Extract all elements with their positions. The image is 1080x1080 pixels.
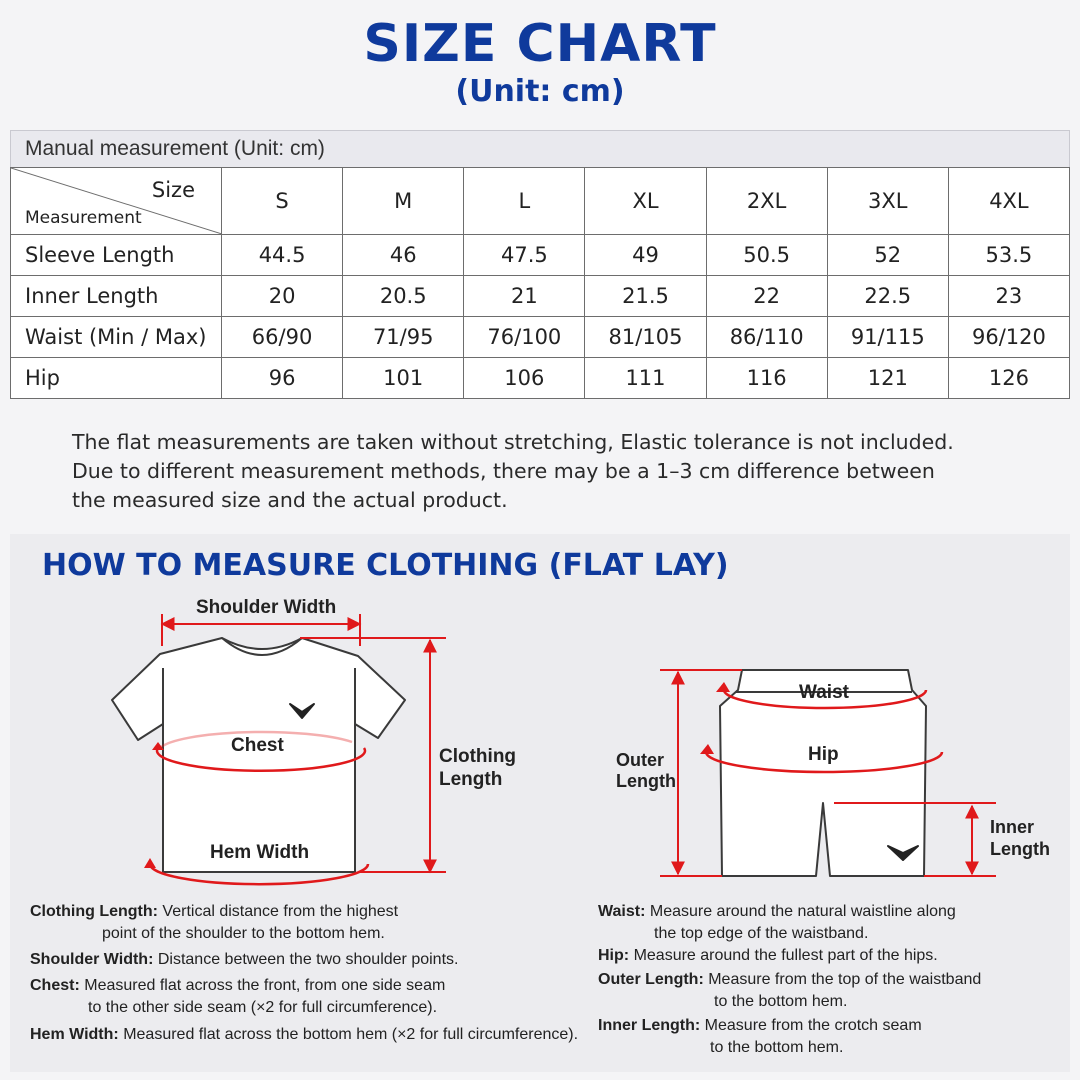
table-cell: 121 xyxy=(827,358,948,399)
definition-waist xyxy=(598,901,956,945)
corner-size-label: Size xyxy=(151,178,195,202)
table-cell: 71/95 xyxy=(343,317,464,358)
table-cell: 76/100 xyxy=(464,317,585,358)
hem-width-label: Hem Width xyxy=(210,842,310,863)
definition-text: to the bottom hem. xyxy=(710,1039,844,1056)
definition-term: Chest: xyxy=(30,977,80,994)
definition-chest xyxy=(30,975,445,1019)
definition-term: Hip: xyxy=(598,947,630,964)
table-cell: 52 xyxy=(827,235,948,276)
definition-text: Measure around the natural waistline along xyxy=(649,903,956,920)
shoulder-width-label: Shoulder Width xyxy=(196,597,337,618)
table-cell: 111 xyxy=(585,358,706,399)
row-label: Hip xyxy=(11,358,222,399)
size-header: 2XL xyxy=(706,168,827,235)
page-subtitle: (Unit: cm) xyxy=(455,74,625,109)
definition-clothing-length xyxy=(30,901,398,945)
waist-label: Waist xyxy=(799,682,849,703)
table-cell: 50.5 xyxy=(706,235,827,276)
size-header: XL xyxy=(585,168,706,235)
definition-term: Hem Width: xyxy=(30,1026,119,1043)
table-cell: 46 xyxy=(343,235,464,276)
definition-term: Inner Length: xyxy=(598,1017,701,1034)
row-label: Inner Length xyxy=(11,276,222,317)
table-cell: 22.5 xyxy=(827,276,948,317)
definition-text: Measured flat across the front, from one side seam xyxy=(84,977,446,994)
outer-length-label-line1: Outer xyxy=(616,750,665,770)
definition-term: Clothing Length: xyxy=(30,903,158,920)
table-cell: 21 xyxy=(464,276,585,317)
table-cell: 49 xyxy=(585,235,706,276)
definition-inner-length xyxy=(598,1015,922,1059)
definition-hem-width xyxy=(30,1024,578,1046)
size-header: 3XL xyxy=(827,168,948,235)
table-cell: 53.5 xyxy=(948,235,1069,276)
table-cell: 66/90 xyxy=(222,317,343,358)
table-cell: 20 xyxy=(222,276,343,317)
table-cell: 81/105 xyxy=(585,317,706,358)
definition-text: Measure from the top of the waistband xyxy=(708,971,982,988)
inner-length-label-line2: Length xyxy=(990,839,1050,859)
table-cell: 20.5 xyxy=(343,276,464,317)
table-cell: 101 xyxy=(343,358,464,399)
size-header: 4XL xyxy=(948,168,1069,235)
table-cell: 86/110 xyxy=(706,317,827,358)
table-cell: 21.5 xyxy=(585,276,706,317)
definition-text: point of the shoulder to the bottom hem. xyxy=(102,925,385,942)
table-cell: 91/115 xyxy=(827,317,948,358)
definition-term: Outer Length: xyxy=(598,971,704,988)
definition-text: Measure around the fullest part of the hips. xyxy=(633,947,938,964)
size-header: L xyxy=(464,168,585,235)
table-cell: 22 xyxy=(706,276,827,317)
outer-length-label-line2: Length xyxy=(616,771,676,791)
clothing-length-label-line2: Length xyxy=(439,769,503,790)
page-title: SIZE CHART xyxy=(363,14,717,74)
note-line: The flat measurements are taken without stretching, Elastic tolerance is not included. xyxy=(72,430,954,454)
inner-length-label-line1: Inner xyxy=(990,817,1035,837)
note-line: the measured size and the actual product. xyxy=(72,488,508,512)
definition-text: to the bottom hem. xyxy=(714,993,848,1010)
definition-text: Measured flat across the bottom hem (×2 for full circumference). xyxy=(123,1026,579,1043)
definition-term: Shoulder Width: xyxy=(30,951,154,968)
size-header: M xyxy=(343,168,464,235)
chest-label: Chest xyxy=(231,735,284,756)
definition-text: Vertical distance from the highest xyxy=(162,903,399,920)
definition-text: Measure from the crotch seam xyxy=(704,1017,922,1034)
table-cell: 23 xyxy=(948,276,1069,317)
table-cell: 96/120 xyxy=(948,317,1069,358)
table-cell: 47.5 xyxy=(464,235,585,276)
how-to-measure-title: HOW TO MEASURE CLOTHING (FLAT LAY) xyxy=(42,548,729,583)
definition-outer-length xyxy=(598,969,981,1013)
definition-text: to the other side seam (×2 for full circumference). xyxy=(88,999,438,1016)
clothing-length-label-line1: Clothing xyxy=(439,746,517,767)
table-cell: 106 xyxy=(464,358,585,399)
table-caption: Manual measurement (Unit: cm) xyxy=(10,130,1070,167)
table-cell: 96 xyxy=(222,358,343,399)
definition-shoulder-width xyxy=(30,949,458,971)
definition-text: Distance between the two shoulder points. xyxy=(157,951,459,968)
row-label: Waist (Min / Max) xyxy=(11,317,222,358)
definition-hip xyxy=(598,945,938,967)
size-header: S xyxy=(222,168,343,235)
note-line: Due to different measurement methods, there may be a 1–3 cm difference between xyxy=(72,459,935,483)
definition-text: the top edge of the waistband. xyxy=(654,925,869,942)
row-label: Sleeve Length xyxy=(11,235,222,276)
table-cell: 126 xyxy=(948,358,1069,399)
corner-measurement-label: Measurement xyxy=(25,208,142,228)
table-cell: 44.5 xyxy=(222,235,343,276)
definition-term: Waist: xyxy=(598,903,646,920)
hip-label: Hip xyxy=(808,744,839,765)
table-cell: 116 xyxy=(706,358,827,399)
